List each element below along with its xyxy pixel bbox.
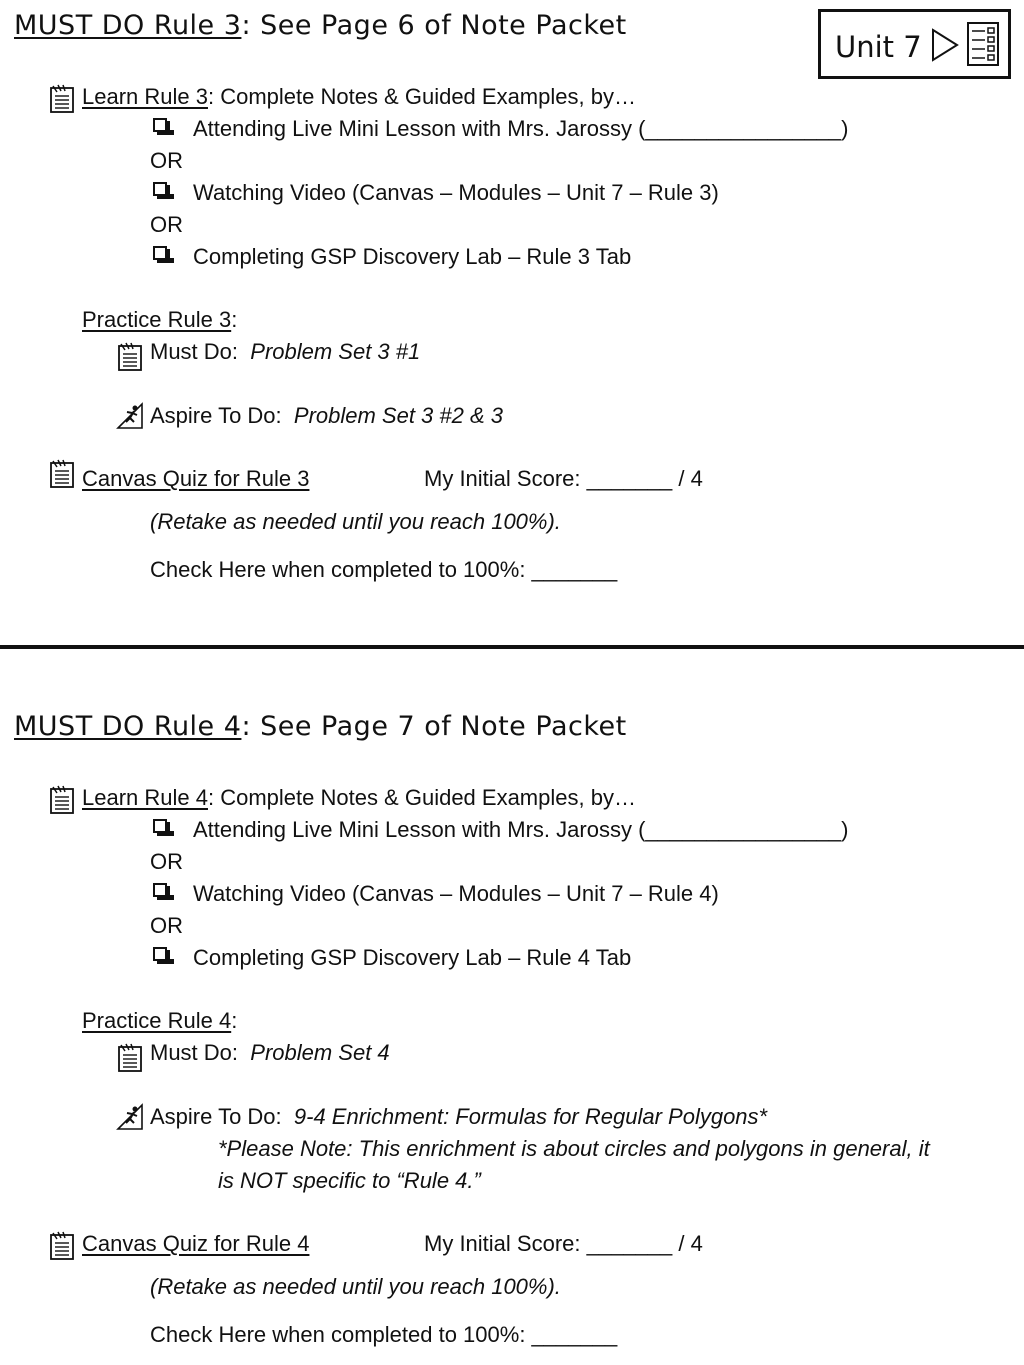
checkbox-live-lesson[interactable]	[153, 118, 167, 132]
must-do-row	[150, 1040, 390, 1066]
aspire-value: Problem Set 3 #2 & 3	[293, 403, 504, 428]
learn-link[interactable]: Learn Rule 3	[82, 84, 208, 109]
checkbox-live-lesson[interactable]	[153, 819, 167, 833]
heading-link[interactable]: MUST DO Rule 4	[14, 711, 242, 742]
heading-text: : See Page 6 of Note Packet	[241, 10, 627, 41]
play-arrow-icon	[931, 28, 959, 62]
notepad-icon	[48, 1231, 76, 1261]
practice-row	[82, 307, 237, 333]
practice-link[interactable]: Practice Rule 4	[82, 1008, 232, 1033]
aspire-label: Aspire To Do:	[150, 403, 282, 428]
notepad-icon	[48, 84, 76, 114]
option-gsp-lab: Completing GSP Discovery Lab – Rule 4 Tab	[193, 945, 632, 970]
section-heading-rule-3	[14, 10, 627, 41]
option-video: Watching Video (Canvas – Modules – Unit 7 – Rule 3)	[193, 180, 719, 205]
canvas-quiz-link[interactable]: Canvas Quiz for Rule 3	[82, 466, 310, 491]
climber-icon	[116, 1101, 144, 1131]
aspire-row	[150, 1104, 767, 1130]
retake-note: (Retake as needed until you reach 100%).	[150, 509, 561, 534]
must-do-label: Must Do:	[150, 339, 239, 364]
learn-row	[82, 785, 636, 811]
initial-score: My Initial Score: _______ / 4	[424, 466, 703, 491]
aspire-row	[150, 403, 503, 429]
canvas-quiz-link[interactable]: Canvas Quiz for Rule 4	[82, 1231, 310, 1256]
or-text: OR	[150, 148, 183, 173]
or-text: OR	[150, 849, 183, 874]
checkbox-gsp-lab[interactable]	[153, 947, 167, 961]
learn-text: : Complete Notes & Guided Examples, by…	[207, 785, 636, 810]
section-divider	[0, 645, 1024, 649]
checklist-icon	[967, 22, 999, 66]
notepad-icon	[116, 1043, 144, 1073]
must-do-row	[150, 339, 420, 365]
initial-score: My Initial Score: _______ / 4	[424, 1231, 703, 1256]
heading-link[interactable]: MUST DO Rule 3	[14, 10, 242, 41]
checkbox-video[interactable]	[153, 182, 167, 196]
learn-text: : Complete Notes & Guided Examples, by…	[207, 84, 636, 109]
option-gsp-lab: Completing GSP Discovery Lab – Rule 3 Tab	[193, 244, 632, 269]
retake-note: (Retake as needed until you reach 100%).	[150, 1274, 561, 1299]
notepad-icon	[48, 459, 76, 489]
unit-badge	[818, 9, 1011, 79]
notepad-icon	[116, 342, 144, 372]
learn-row	[82, 84, 636, 110]
enrichment-note-line-2: is NOT specific to “Rule 4.”	[218, 1168, 481, 1193]
practice-colon: :	[231, 1008, 238, 1033]
learn-link[interactable]: Learn Rule 4	[82, 785, 208, 810]
checkbox-video[interactable]	[153, 883, 167, 897]
section-heading-rule-4	[14, 711, 627, 742]
climber-icon	[116, 400, 144, 430]
checkbox-gsp-lab[interactable]	[153, 246, 167, 260]
option-live-lesson: Attending Live Mini Lesson with Mrs. Jarossy (________________)	[193, 116, 849, 141]
or-text: OR	[150, 212, 183, 237]
practice-colon: :	[231, 307, 238, 332]
notepad-icon	[48, 785, 76, 815]
heading-text: : See Page 7 of Note Packet	[241, 711, 627, 742]
practice-row	[82, 1008, 237, 1034]
option-video: Watching Video (Canvas – Modules – Unit 7 – Rule 4)	[193, 881, 719, 906]
enrichment-note-line-1: *Please Note: This enrichment is about circles and polygons in general, it	[218, 1136, 930, 1161]
unit-label: Unit 7	[835, 30, 922, 64]
must-do-value: Problem Set 4	[250, 1040, 390, 1065]
aspire-value: 9-4 Enrichment: Formulas for Regular Polygons*	[293, 1104, 768, 1129]
check-completed: Check Here when completed to 100%: _______	[150, 1322, 618, 1347]
or-text: OR	[150, 913, 183, 938]
option-live-lesson: Attending Live Mini Lesson with Mrs. Jarossy (________________)	[193, 817, 849, 842]
must-do-label: Must Do:	[150, 1040, 239, 1065]
aspire-label: Aspire To Do:	[150, 1104, 282, 1129]
check-completed: Check Here when completed to 100%: _______	[150, 557, 618, 582]
must-do-value: Problem Set 3 #1	[250, 339, 421, 364]
practice-link[interactable]: Practice Rule 3	[82, 307, 232, 332]
